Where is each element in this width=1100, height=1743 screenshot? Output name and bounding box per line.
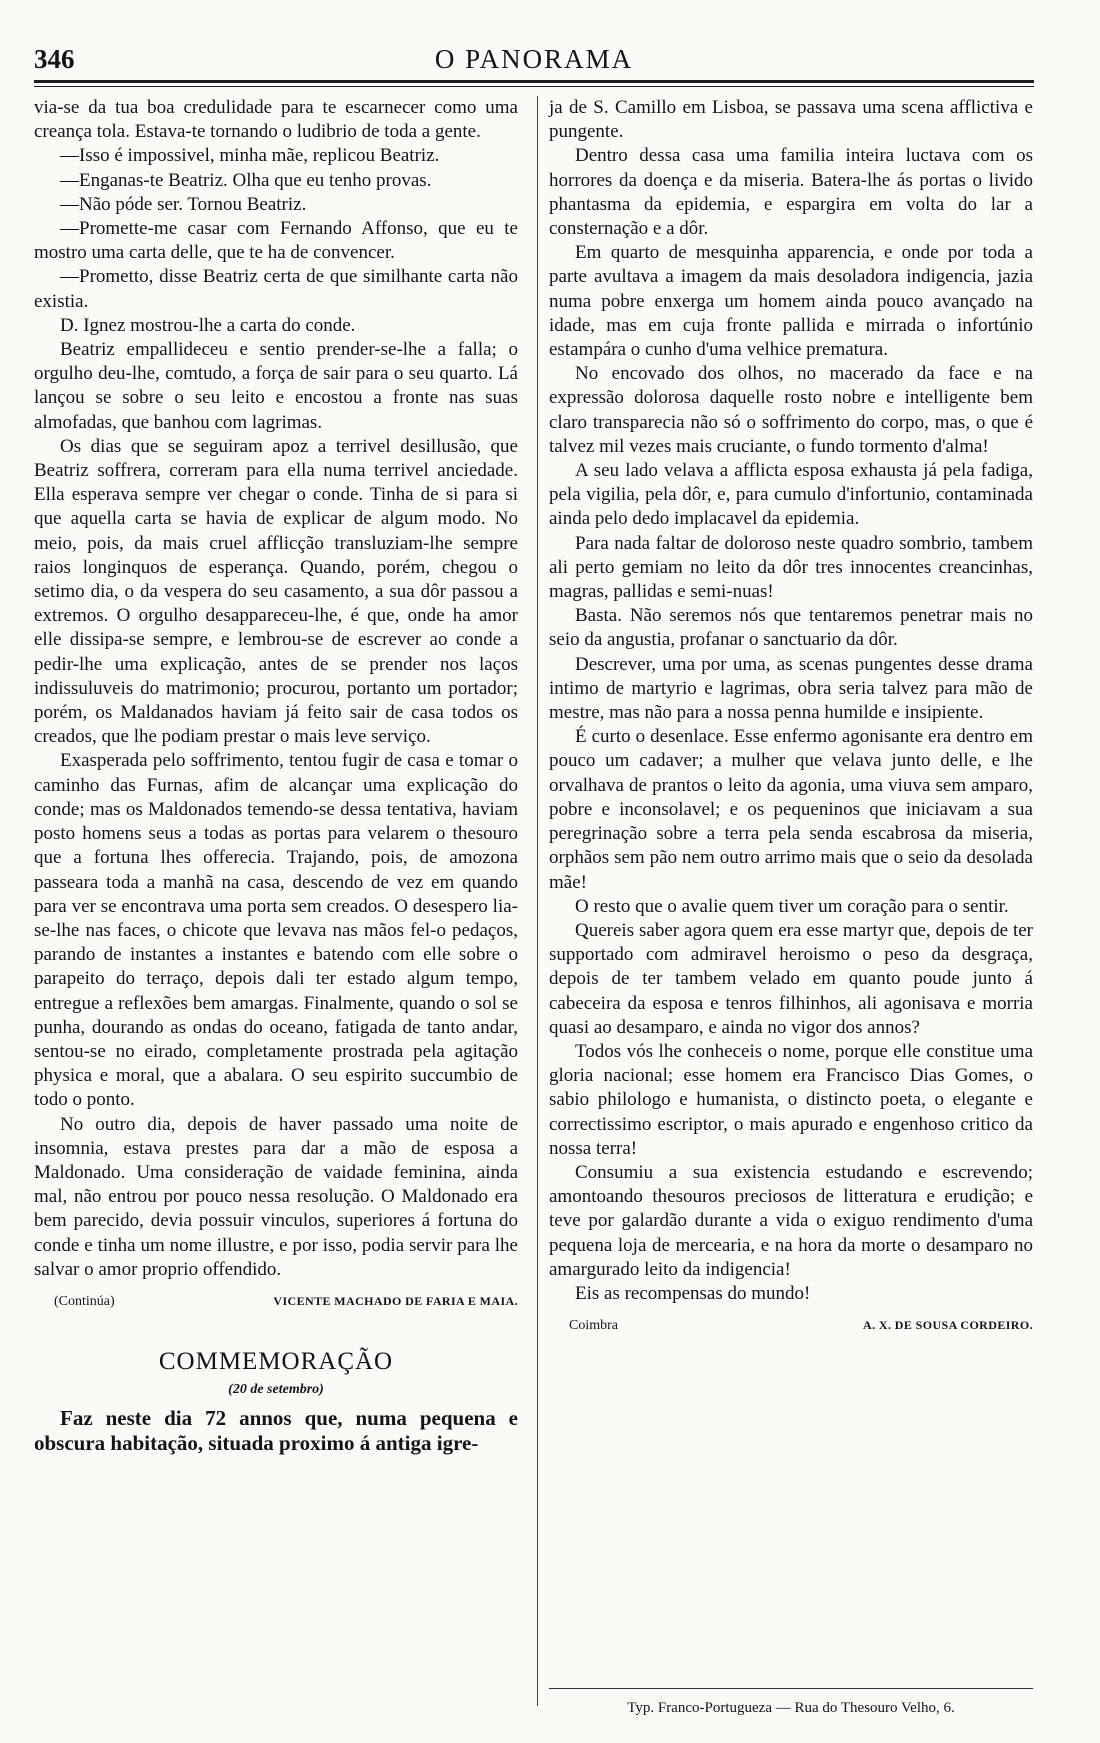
paragraph: Todos vós lhe conheceis o nome, porque elle constitue uma gloria nacional; esse homem era Francisco Dias Gomes, o sabio philologo e humanista, o distincto poeta, o elegante e correctissimo escriptor, o mais apurado e engenhoso critico da nossa terra!: [549, 1040, 1033, 1159]
paragraph: A seu lado velava a afflicta esposa exhausta já pela fadiga, pela vigilia, pela dôr, e, para cumulo d'infortunio, contaminada ainda pelo dedo implacavel da epidemia.: [549, 460, 1033, 530]
header-rule-thin: [34, 86, 1034, 87]
continua-note: (Continúa): [54, 1293, 115, 1309]
paragraph: No outro dia, depois de haver passado uma noite de insomnia, estava prestes para dar a mão de esposa a Maldonado. Uma consideração de vaidade feminina, ainda mal, não entrou por pouco nessa resolução. O Maldonado era bem parecido, devia possuir vinculos, superiores á fortuna do conde e tinha um nome illustre, e por isso, podia servir para lhe salvar o amor proprio offendido.: [34, 1113, 518, 1280]
paragraph: —Prometto, disse Beatriz certa de que similhante carta não existia.: [34, 266, 518, 312]
paragraph: Eis as recompensas do mundo!: [575, 1282, 811, 1304]
story-signature: [34, 1292, 518, 1318]
lead-paragraph: Faz neste dia 72 annos que, numa pequena e obscura habitação, situada proximo á antiga igre-: [34, 1405, 518, 1455]
place-name: Coimbra: [569, 1318, 618, 1334]
paragraph: Para nada faltar de doloroso neste quadro sombrio, tambem ali perto gemiam no leito da dôr tres innocentes creancinhas, magras, pallidas e semi-nuas!: [549, 532, 1033, 603]
printer-imprint: Typ. Franco-Portugueza — Rua do Thesouro Velho, 6.: [627, 1700, 955, 1716]
paragraph: Exasperada pelo soffrimento, tentou fugir de casa e tomar o caminho das Furnas, afim de alcançar uma explicação do conde; mas os Maldonados temendo-se dessa tentativa, haviam posto homens seus a todas as portas para velarem o thesouro que a fortuna lhes offerecia. Trajando, pois, de amozona passeara toda a manhã na casa, descendo de vez em quando para ver se encontrava uma porta sem creados. O desespero lia-se-lhe nas faces, o chicote que levava nas mãos fel-o pedaços, parando de instantes a instantes e batendo com elle sobre o parapeito do terraço, depois dali ter estado algum tempo, entregue a reflexões bem amargas. Finalmente, quando o sol se punha, dourando as ondas do oceano, fatigada de tanto andar, sentou-se no eirado, completamente prostrada pela agitação physica e moral, que a abalara. O seu espirito succumbio de todo o ponto.: [34, 750, 518, 1111]
paragraph: Em quarto de mesquinha apparencia, e onde por toda a parte avultava a imagem da mais desoladora indigencia, jazia numa pobre enxerga um homem ainda pouco avançado na idade, mas em cuja fronte pallida e mirrada o infortúnio estampára o cunho d'uma velhice prematura.: [549, 242, 1033, 361]
paragraph: —Não póde ser. Tornou Beatriz.: [60, 193, 307, 215]
paragraph: via-se da tua boa credulidade para te escarnecer como uma creança tola. Estava-te tornando o ludibrio de toda a gente.: [34, 97, 518, 143]
paragraph: Beatriz empallideceu e sentio prender-se-lhe a falla; o orgulho deu-lhe, comtudo, a força de sair para o seu quarto. Lá lançou se sobre o seu leito e encostou a fronte nas suas almofadas, que banhou com lagrimas.: [34, 339, 518, 433]
article-signature: [549, 1316, 1033, 1342]
paragraph: —Enganas-te Beatriz. Olha que eu tenho provas.: [60, 169, 432, 191]
paragraph: No encovado dos olhos, no macerado da face e na expressão dolorosa daquelle rosto nobre e intelligente bem claro transparecia não só o soffrimento do corpo, mas, o que é talvez mil vezes mais cruciante, o fundo tormento d'alma!: [549, 363, 1033, 457]
paragraph: Os dias que se seguiram apoz a terrivel desillusão, que Beatriz soffrera, correram para ella numa terrivel anciedade. Ella esperava sempre ver chegar o conde. Tinha de si para si que aquella carta se havia de explicar de algum modo. No meio, pois, da mais cruel afflicção transluziam-lhe sempre raios longinquos de esperança. Quando, porém, chegou o setimo dia, o da vespera do seu casamento, a sua dôr passou a extremos. O orgulho desappareceu-lhe, é que, onde ha amor elle dissipa-se sempre, e lembrou-se de escrever ao conde a pedir-lhe uma explicação, antes de se prender nos laços indissuluveis do matrimonio; procurou, portanto um portador; porém, os Maldanados haviam já feito sair de casa todos os creados, que lhe podiam prestar o mais leve serviço.: [34, 435, 518, 748]
page-header: [34, 44, 1034, 78]
page-number: 346: [34, 44, 75, 74]
paragraph: Descrever, uma por uma, as scenas pungentes desse drama intimo de martyrio e lagrimas, obra seria talvez para mão de mestre, mas não para a nossa penna humilde e insipiente.: [549, 653, 1033, 724]
section-date: (20 de setembro): [228, 1381, 324, 1397]
paragraph: Basta. Não seremos nós que tentaremos penetrar mais no seio da angustia, profanar o sanctuario da dôr.: [549, 605, 1033, 651]
column-divider: [537, 96, 538, 1706]
imprint-rule: [549, 1688, 1033, 1689]
paragraph: —Promette-me casar com Fernando Affonso, que eu te mostro uma carta delle, que te ha de convencer.: [34, 218, 518, 264]
right-column: [549, 96, 1033, 1342]
section-title: COMMEMORAÇÃO: [158, 1347, 394, 1375]
paragraph: Dentro dessa casa uma familia inteira luctava com os horrores da doença e da miseria. Batera-lhe ás portas o livido phantasma da epidemia, e espargira em volta do lar a consternação e a dôr.: [549, 145, 1033, 240]
paragraph: É curto o desenlace. Esse enfermo agonisante era dentro em pouco um cadaver; a mulher que velava junto delle, e lhe orvalhava de prantos o leito da agonia, uma viuva sem amparo, pobre e inconsolavel; e os pequeninos que iniciavam a sua peregrinação sobre a terra pela senda escabrosa da miseria, orphãos sem pão nem outro arrimo mais que o seio da desolada mãe!: [549, 726, 1033, 893]
journal-title: O PANORAMA: [434, 44, 634, 74]
left-column: [34, 96, 518, 1456]
author-name: VICENTE MACHADO DE FARIA E MAIA.: [273, 1293, 518, 1308]
paragraph: O resto que o avalie quem tiver um coração para o sentir.: [575, 895, 1009, 917]
paragraph: Quereis saber agora quem era esse martyr que, depois de ter supportado com admiravel heroismo o peso da desgraça, depois de ter tambem velado em quanto poude junto á cabeceira da esposa e tenros filhinhos, ali agonisava e morria quasi ao desamparo, e ainda no vigor dos annos?: [549, 919, 1033, 1038]
paragraph: ja de S. Camillo em Lisboa, se passava uma scena afflictiva e pungente.: [549, 97, 1033, 143]
author-name: A. X. DE SOUSA CORDEIRO.: [863, 1318, 1033, 1333]
paragraph: D. Ignez mostrou-lhe a carta do conde.: [60, 314, 356, 336]
header-rule: [34, 80, 1034, 83]
paragraph: Consumiu a sua existencia estudando e escrevendo; amontoando thesouros preciosos de litteratura e erudição; e teve por galardão durante a vida o exiguo rendimento d'uma pequena loja de mercearia, e na hora da morte o desamparo no amargurado leito da indigencia!: [549, 1161, 1033, 1280]
paragraph: —Isso é impossivel, minha mãe, replicou Beatriz.: [60, 145, 440, 167]
